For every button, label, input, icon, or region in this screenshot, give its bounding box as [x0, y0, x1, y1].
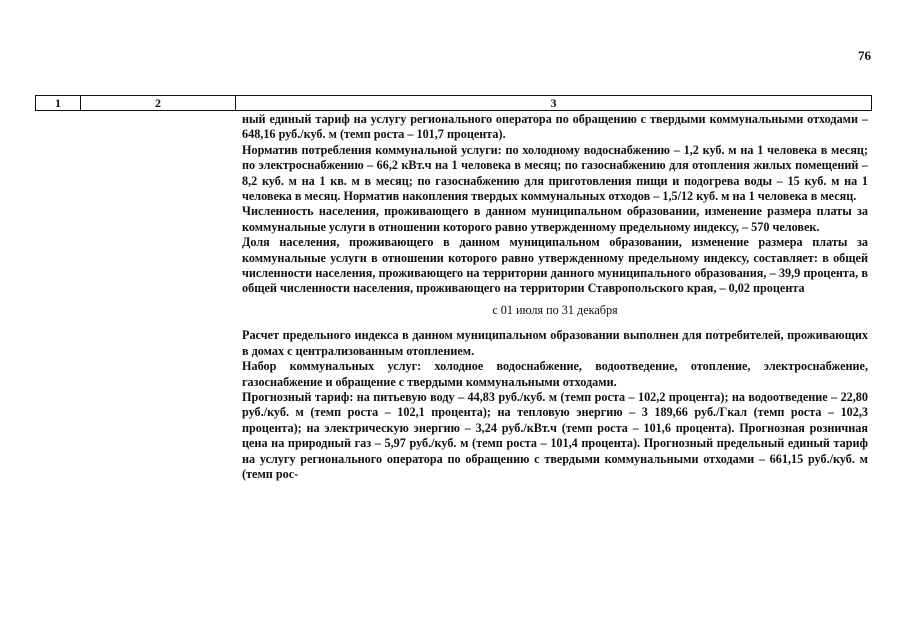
paragraph-forecast-tariffs: Прогнозный тариф: на питьевую воду – 44,83 руб./куб. м (темп роста – 102,2 процента); на водоотведение – 22,80 руб./куб. м (темп роста – 102,1 процента); на тепловую энергию – 3 189,66 руб./Гкал (темп роста – 102,3 процента); на электрическую энергию – 3,24 руб./кВт.ч (темп роста – 101,6 процента). Прогнозная розничная цена на природный газ – 5,97 руб./куб. м (темп роста – 101,4 процента). Прогнозный предельный единый тариф на услугу регионального оператора по обращению с твердыми коммунальными отходами – 661,15 руб./куб. м (темп рос- [242, 389, 868, 481]
table-header-col-3: 3 [550, 96, 557, 110]
paragraph-population-count: Численность населения, проживающего в данном муниципальном образовании, изменение размера платы за коммунальные услуги в отношении которого равно утвержденному предельному индексу, – 570 человек. [242, 204, 868, 234]
paragraph-index-calculation: Расчет предельного индекса в данном муниципальном образовании выполнен для потребителей, проживающих в домах с централизованным отоплением. [242, 328, 868, 358]
paragraph-services-set: Набор коммунальных услуг: холодное водоснабжение, водоотведение, отопление, электроснабжение, газоснабжение и обращение с твердыми коммунальными отходами. [242, 359, 868, 389]
section-heading-period: с 01 июля по 31 декабря [492, 302, 618, 317]
table-header-row [35, 95, 872, 111]
page-number: 76 [858, 48, 871, 63]
paragraph-consumption-norms: Норматив потребления коммунальной услуги: по холодному водоснабжению – 1,2 куб. м на 1 человека в месяц; по электроснабжению – 66,2 кВт.ч на 1 человека в месяц; по газоснабжению для отопления жилых помещений – 8,2 куб. м на 1 кв. м в месяц; по газоснабжению для приготовления пищи и подогрева воды – 15 куб. м на 1 человека в месяц. Норматив накопления твердых коммунальных отходов – 1,5/12 куб. м на 1 человека в месяц. [242, 142, 868, 204]
paragraph-population-share: Доля населения, проживающего в данном муниципальном образовании, изменение размера платы за коммунальные услуги в отношении которого равно утвержденному предельному индексу, составляет: в общей численности населения, проживающего на территории данного муниципального образования, – 39,9 процента, в общей численности населения, проживающего на территории Ставропольского края, – 0,02 процента [242, 235, 868, 296]
table-header-col-1: 1 [36, 96, 81, 110]
document-body [242, 112, 868, 482]
table-header-col-2: 2 [81, 96, 236, 110]
paragraph-tariff-continuation: ный единый тариф на услугу регионального оператора по обращению с твердыми коммунальными отходами – 648,16 руб./куб. м (темп роста – 101,7 процента). [242, 112, 868, 142]
